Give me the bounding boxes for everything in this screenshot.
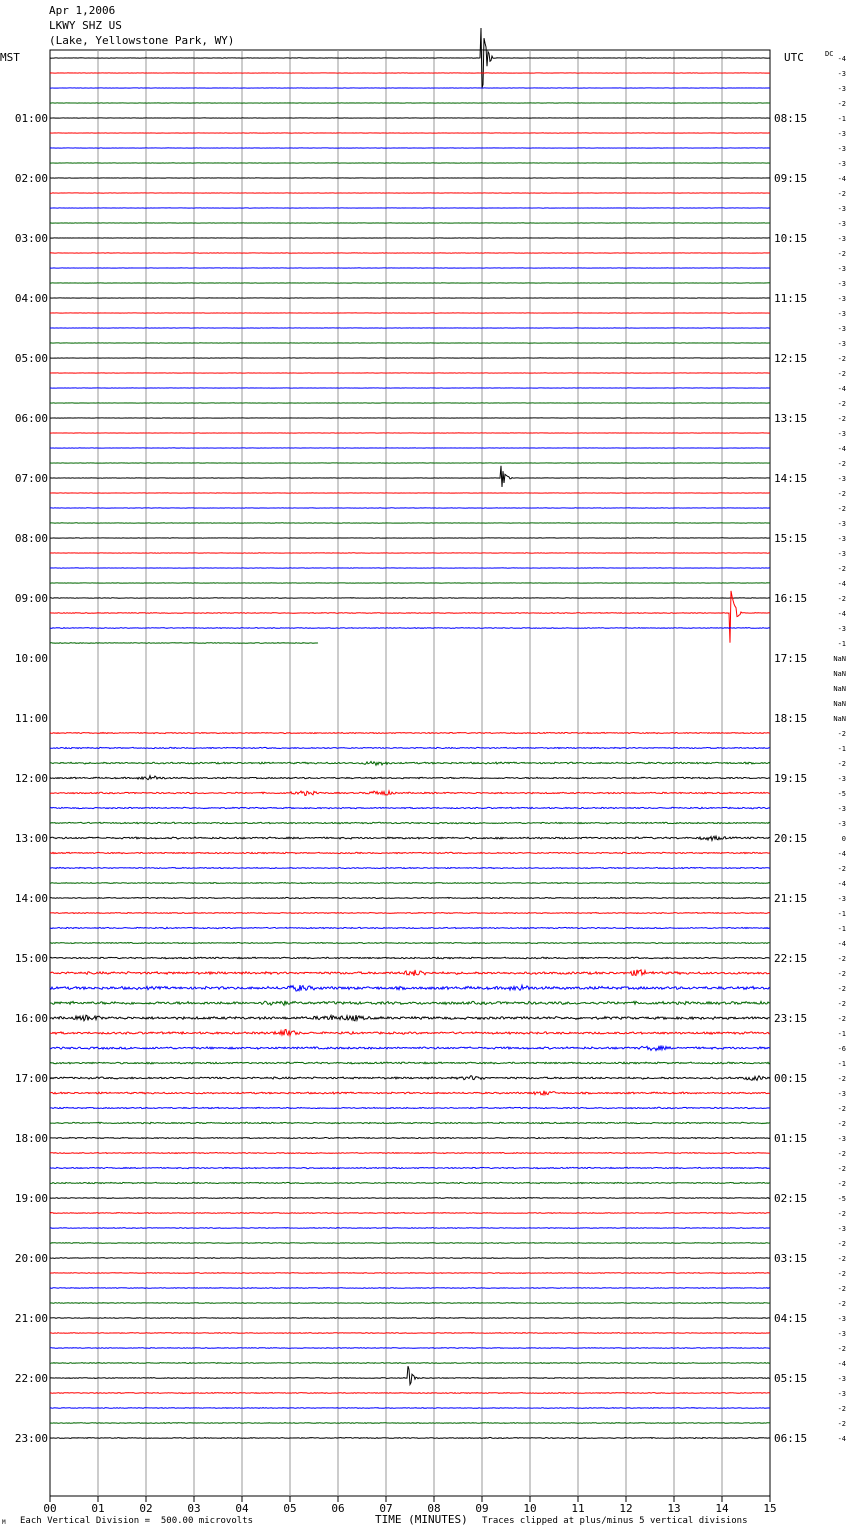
- left-hour-label: 04:00: [14, 292, 48, 305]
- trace-red: [50, 970, 770, 976]
- trace-black: [50, 776, 770, 780]
- trace-black: [50, 1076, 770, 1081]
- left-hour-label: 07:00: [14, 472, 48, 485]
- trace-red: [50, 791, 770, 796]
- dc-offset-label: -3: [837, 130, 846, 138]
- dc-offset-label: -3: [837, 1135, 846, 1143]
- right-hour-label: 01:15: [774, 1132, 808, 1145]
- left-hour-label: 20:00: [14, 1252, 48, 1265]
- right-hour-label: 21:15: [774, 892, 808, 905]
- x-tick-label: 05: [283, 1502, 297, 1515]
- x-tick-label: 11: [571, 1502, 585, 1515]
- dc-offset-label: -2: [837, 865, 846, 873]
- trace-green: [50, 1303, 770, 1304]
- dc-offset-label: -3: [837, 895, 846, 903]
- trace-blue: [50, 1288, 770, 1289]
- right-hour-label: 18:15: [774, 712, 808, 725]
- trace-green: [50, 1122, 770, 1124]
- right-hour-label: 20:15: [774, 832, 808, 845]
- right-hour-label: 00:15: [774, 1072, 808, 1085]
- trace-red: [50, 1153, 770, 1154]
- trace-black: [50, 1258, 770, 1259]
- dc-offset-label: -4: [837, 880, 846, 888]
- dc-offset-label: -3: [837, 1330, 846, 1338]
- dc-offset-label: NaN: [833, 700, 846, 708]
- dc-offset-label: -2: [837, 505, 846, 513]
- dc-offset-label: -3: [837, 310, 846, 318]
- x-tick-label: 02: [139, 1502, 153, 1515]
- trace-green: [50, 1243, 770, 1244]
- dc-offset-label: -2: [837, 1420, 846, 1428]
- dc-offset-label: -3: [837, 1225, 846, 1233]
- left-hour-label: 18:00: [14, 1132, 48, 1145]
- plot-frame: [50, 50, 770, 1496]
- x-axis-label: TIME (MINUTES): [375, 1513, 468, 1526]
- dc-offset-label: -2: [837, 985, 846, 993]
- left-hour-label: 14:00: [14, 892, 48, 905]
- trace-green: [50, 1363, 770, 1364]
- dc-offset-label: -3: [837, 85, 846, 93]
- right-hour-label: 19:15: [774, 772, 808, 785]
- dc-offset-label: -4: [837, 610, 846, 618]
- trace-green: [50, 1001, 770, 1006]
- dc-offset-label: -4: [837, 385, 846, 393]
- dc-offset-label: -4: [837, 940, 846, 948]
- dc-offset-label: NaN: [833, 655, 846, 663]
- trace-blue: [50, 1228, 770, 1229]
- trace-blue: [50, 1408, 770, 1409]
- trace-green: [50, 1182, 770, 1183]
- left-hour-label: 05:00: [14, 352, 48, 365]
- left-hour-label: 11:00: [14, 712, 48, 725]
- dc-offset-label: -2: [837, 1015, 846, 1023]
- dc-offset-label: -3: [837, 220, 846, 228]
- dc-offset-label: -4: [837, 175, 846, 183]
- left-hour-label: 01:00: [14, 112, 48, 125]
- trace-black: [50, 1137, 770, 1138]
- right-hour-label: 14:15: [774, 472, 808, 485]
- trace-black: [50, 28, 770, 88]
- x-tick-label: 01: [91, 1502, 105, 1515]
- trace-green: [50, 1062, 770, 1064]
- scale-note: Each Vertical Division = 500.00 microvolts: [20, 1516, 253, 1526]
- dc-offset-label: -2: [837, 1165, 846, 1173]
- left-hour-label: 03:00: [14, 232, 48, 245]
- plot-date: Apr 1,2006: [49, 4, 116, 17]
- x-tick-label: 06: [331, 1502, 345, 1515]
- plot-location: (Lake, Yellowstone Park, WY): [49, 34, 235, 47]
- right-hour-label: 03:15: [774, 1252, 808, 1265]
- left-hour-label: 12:00: [14, 772, 48, 785]
- trace-red: [50, 591, 770, 643]
- trace-black: [50, 897, 770, 898]
- right-hour-label: 10:15: [774, 232, 808, 245]
- right-timezone-label: UTC: [784, 51, 804, 64]
- dc-offset-label: -2: [837, 460, 846, 468]
- dc-offset-label: -3: [837, 160, 846, 168]
- dc-offset-label: -2: [837, 370, 846, 378]
- dc-offset-label: -3: [837, 805, 846, 813]
- dc-offset-label: -1: [837, 925, 846, 933]
- right-hour-label: 04:15: [774, 1312, 808, 1325]
- x-tick-label: 12: [619, 1502, 633, 1515]
- left-hour-label: 22:00: [14, 1372, 48, 1385]
- dc-offset-label: -3: [837, 70, 846, 78]
- dc-offset-label: -2: [837, 1000, 846, 1008]
- trace-black: [50, 957, 770, 959]
- dc-offset-label: NaN: [833, 670, 846, 678]
- trace-blue: [50, 1348, 770, 1349]
- dc-offset-label: -2: [837, 400, 846, 408]
- dc-offset-label: -2: [837, 250, 846, 258]
- dc-offset-label: -2: [837, 415, 846, 423]
- dc-offset-label: -1: [837, 640, 846, 648]
- dc-offset-label: -2: [837, 565, 846, 573]
- dc-offset-label: -2: [837, 1255, 846, 1263]
- dc-offset-label: -2: [837, 1150, 846, 1158]
- left-hour-label: 06:00: [14, 412, 48, 425]
- dc-offset-label: -2: [837, 490, 846, 498]
- trace-red: [50, 1393, 770, 1394]
- dc-offset-label: -2: [837, 1075, 846, 1083]
- x-tick-label: 00: [43, 1502, 57, 1515]
- trace-blue: [50, 1046, 770, 1051]
- trace-red: [50, 1333, 770, 1334]
- trace-blue: [50, 867, 770, 868]
- left-hour-label: 09:00: [14, 592, 48, 605]
- dc-offset-label: -2: [837, 1105, 846, 1113]
- dc-offset-label: -3: [837, 475, 846, 483]
- trace-green: [50, 883, 770, 884]
- dc-offset-label: -1: [837, 1060, 846, 1068]
- trace-red: [50, 1030, 770, 1036]
- corner-mark: M: [2, 1519, 6, 1526]
- dc-offset-label: -1: [837, 1030, 846, 1038]
- right-hour-label: 22:15: [774, 952, 808, 965]
- right-hour-label: 02:15: [774, 1192, 808, 1205]
- left-hour-label: 10:00: [14, 652, 48, 665]
- dc-offset-label: -4: [837, 850, 846, 858]
- dc-offset-label: -3: [837, 535, 846, 543]
- dc-offset-label: -2: [837, 355, 846, 363]
- trace-blue: [50, 1167, 770, 1168]
- trace-blue: [50, 1107, 770, 1109]
- left-hour-label: 21:00: [14, 1312, 48, 1325]
- x-tick-label: 09: [475, 1502, 489, 1515]
- dc-offset-label: -2: [837, 1345, 846, 1353]
- dc-offset-label: -5: [837, 1195, 846, 1203]
- trace-red: [50, 1213, 770, 1214]
- dc-offset-label: -3: [837, 1090, 846, 1098]
- dc-offset-label: -2: [837, 1270, 846, 1278]
- dc-offset-label: -2: [837, 730, 846, 738]
- right-hour-label: 17:15: [774, 652, 808, 665]
- dc-offset-label: -3: [837, 775, 846, 783]
- right-hour-label: 09:15: [774, 172, 808, 185]
- dc-offset-label: -3: [837, 1315, 846, 1323]
- dc-offset-label: -2: [837, 1120, 846, 1128]
- dc-offset-label: -3: [837, 325, 846, 333]
- dc-offset-label: -3: [837, 265, 846, 273]
- right-hour-label: 08:15: [774, 112, 808, 125]
- trace-blue: [50, 807, 770, 808]
- left-timezone-label: MST: [0, 51, 20, 64]
- trace-black: [50, 598, 770, 599]
- trace-green: [50, 643, 318, 644]
- trace-red: [50, 1273, 770, 1274]
- x-tick-label: 03: [187, 1502, 201, 1515]
- dc-offset-label: -1: [837, 745, 846, 753]
- clip-note: Traces clipped at plus/minus 5 vertical divisions: [482, 1516, 748, 1526]
- dc-offset-label: -2: [837, 1405, 846, 1413]
- dc-offset-label: -2: [837, 190, 846, 198]
- dc-offset-label: -4: [837, 55, 846, 63]
- dc-offset-label: -3: [837, 1375, 846, 1383]
- right-hour-label: 15:15: [774, 532, 808, 545]
- dc-offset-label: -2: [837, 1210, 846, 1218]
- trace-green: [50, 1423, 770, 1424]
- right-hour-label: 05:15: [774, 1372, 808, 1385]
- dc-offset-label: NaN: [833, 715, 846, 723]
- dc-offset-label: -6: [837, 1045, 846, 1053]
- dc-offset-label: -4: [837, 445, 846, 453]
- x-tick-label: 13: [667, 1502, 681, 1515]
- trace-black: [50, 1198, 770, 1199]
- x-tick-label: 10: [523, 1502, 537, 1515]
- dc-offset-label: -3: [837, 340, 846, 348]
- dc-offset-label: -4: [837, 1360, 846, 1368]
- x-tick-label: 07: [379, 1502, 393, 1515]
- left-hour-label: 23:00: [14, 1432, 48, 1445]
- dc-offset-label: -3: [837, 295, 846, 303]
- dc-offset-label: -4: [837, 1435, 846, 1443]
- dc-offset-label: -1: [837, 910, 846, 918]
- dc-offset-label: -3: [837, 145, 846, 153]
- trace-black: [50, 836, 770, 840]
- dc-offset-label: -3: [837, 550, 846, 558]
- trace-black: [50, 1318, 770, 1319]
- dc-offset-label: -3: [837, 205, 846, 213]
- left-hour-label: 19:00: [14, 1192, 48, 1205]
- dc-offset-label: -2: [837, 1240, 846, 1248]
- dc-offset-label: -2: [837, 1285, 846, 1293]
- x-tick-label: 15: [763, 1502, 777, 1515]
- trace-black: [50, 466, 770, 487]
- left-hour-label: 15:00: [14, 952, 48, 965]
- trace-red: [50, 913, 770, 914]
- dc-offset-label: NaN: [833, 685, 846, 693]
- dc-offset-label: -3: [837, 625, 846, 633]
- dc-offset-label: -2: [837, 970, 846, 978]
- left-hour-label: 08:00: [14, 532, 48, 545]
- dc-label: DC: [825, 50, 834, 58]
- trace-green: [50, 761, 770, 765]
- dc-offset-label: -2: [837, 100, 846, 108]
- trace-black: [50, 1437, 770, 1438]
- right-hour-label: 13:15: [774, 412, 808, 425]
- trace-black: [50, 1366, 770, 1384]
- dc-offset-label: -1: [837, 115, 846, 123]
- trace-red: [50, 1091, 770, 1095]
- dc-offset-label: -3: [837, 520, 846, 528]
- x-tick-label: 14: [715, 1502, 729, 1515]
- dc-offset-label: -2: [837, 760, 846, 768]
- dc-offset-label: -2: [837, 595, 846, 603]
- trace-blue: [50, 927, 770, 928]
- right-hour-label: 12:15: [774, 352, 808, 365]
- dc-offset-label: -3: [837, 430, 846, 438]
- trace-green: [50, 822, 770, 824]
- plot-station: LKWY SHZ US: [49, 19, 122, 32]
- right-hour-label: 06:15: [774, 1432, 808, 1445]
- left-hour-label: 17:00: [14, 1072, 48, 1085]
- dc-offset-label: -3: [837, 820, 846, 828]
- dc-offset-label: -3: [837, 280, 846, 288]
- left-hour-label: 16:00: [14, 1012, 48, 1025]
- right-hour-label: 23:15: [774, 1012, 808, 1025]
- dc-offset-label: -2: [837, 1180, 846, 1188]
- dc-offset-label: -2: [837, 1300, 846, 1308]
- right-hour-label: 16:15: [774, 592, 808, 605]
- trace-blue: [50, 628, 770, 629]
- left-hour-label: 13:00: [14, 832, 48, 845]
- trace-red: [50, 732, 770, 733]
- right-hour-label: 11:15: [774, 292, 808, 305]
- dc-offset-label: -4: [837, 580, 846, 588]
- trace-blue: [50, 747, 770, 748]
- trace-black: [50, 1015, 770, 1021]
- dc-offset-label: -2: [837, 955, 846, 963]
- x-tick-label: 08: [427, 1502, 441, 1515]
- trace-green: [50, 942, 770, 943]
- dc-offset-label: -3: [837, 1390, 846, 1398]
- left-hour-label: 02:00: [14, 172, 48, 185]
- x-tick-label: 04: [235, 1502, 249, 1515]
- dc-offset-label: 0: [841, 835, 846, 843]
- dc-offset-label: -5: [837, 790, 846, 798]
- trace-red: [50, 852, 770, 853]
- trace-blue: [50, 985, 770, 991]
- dc-offset-label: -3: [837, 235, 846, 243]
